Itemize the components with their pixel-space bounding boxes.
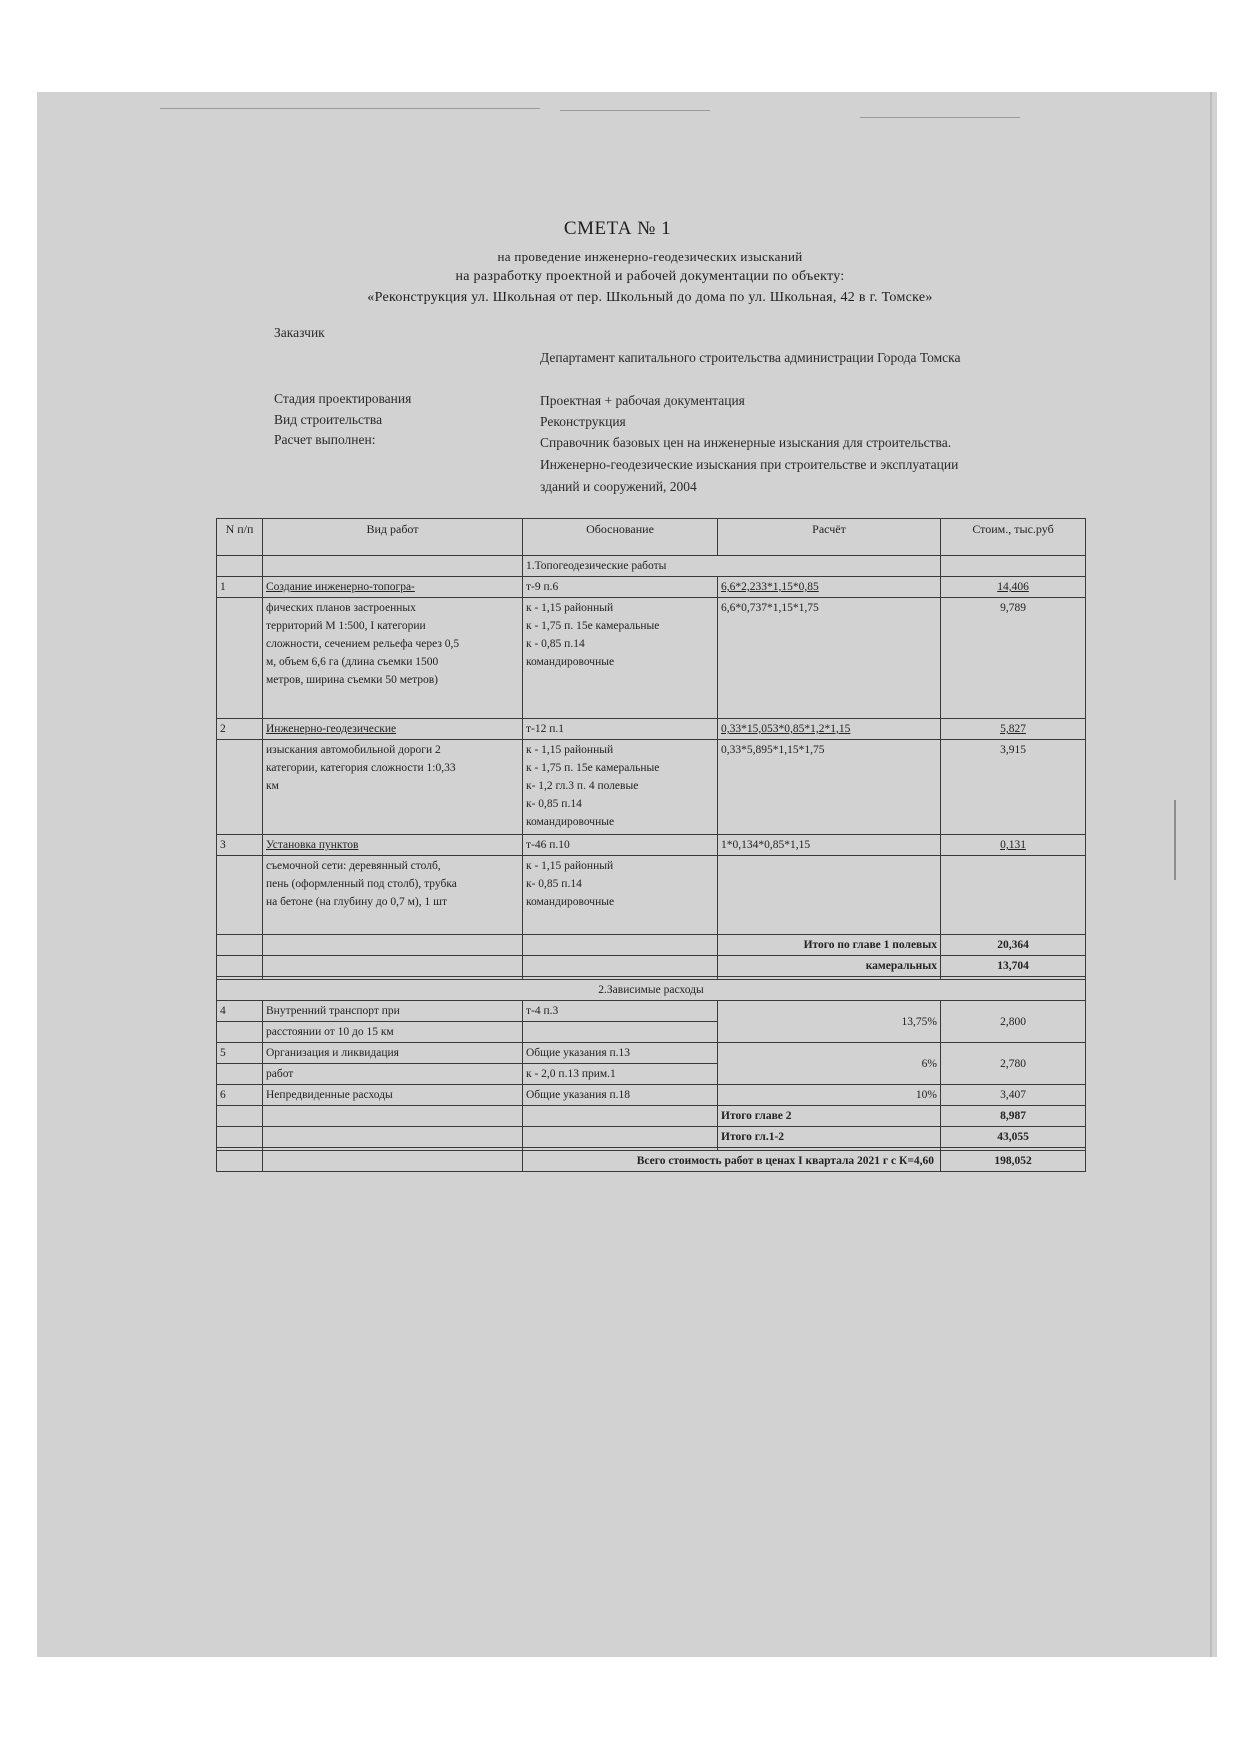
total-label: камеральных bbox=[718, 956, 941, 977]
cost: 2,800 bbox=[941, 1001, 1086, 1043]
header-basis: Обоснование bbox=[523, 519, 718, 556]
total-value: 13,704 bbox=[941, 956, 1086, 977]
table-header-row bbox=[217, 519, 1086, 556]
table-row bbox=[217, 1043, 1086, 1064]
section-row bbox=[217, 556, 1086, 577]
construction-value: Реконструкция bbox=[540, 414, 626, 429]
basis: к - 2,0 п.13 прим.1 bbox=[523, 1064, 718, 1085]
total-label: Итого по главе 1 полевых bbox=[718, 935, 941, 956]
scan-artifact-line bbox=[560, 110, 710, 111]
basis: Общие указания п.13 bbox=[523, 1043, 718, 1064]
basis: Общие указания п.18 bbox=[523, 1085, 718, 1106]
work-description: работ bbox=[263, 1064, 523, 1085]
cost: 5,827 bbox=[941, 719, 1086, 740]
section-title: 1.Топогеодезические работы bbox=[523, 556, 941, 577]
calc: 6,6*2,233*1,15*0,85 bbox=[718, 577, 941, 598]
cost: 14,406 bbox=[941, 577, 1086, 598]
basis: т-46 п.10 bbox=[523, 835, 718, 856]
total-value: 20,364 bbox=[941, 935, 1086, 956]
table-row bbox=[217, 719, 1086, 740]
document-subtitle: на проведение инженерно-геодезических изысканий bbox=[497, 249, 803, 264]
calc: 0,33*5,895*1,15*1,75 bbox=[718, 740, 941, 835]
row-num: 2 bbox=[217, 719, 263, 740]
grand-total-value: 198,052 bbox=[994, 1155, 1032, 1167]
table-row bbox=[217, 1085, 1086, 1106]
row-num: 5 bbox=[217, 1043, 263, 1064]
percent: 13,75% bbox=[718, 1001, 941, 1043]
basis-description: к - 1,15 районный к- 0,85 п.14 командировочные bbox=[523, 856, 718, 935]
work-description: изыскания автомобильной дороги 2 категории, категория сложности 1:0,33 км bbox=[263, 740, 523, 835]
grand-total-row bbox=[217, 1151, 1086, 1172]
estimate-table bbox=[216, 518, 1086, 1172]
total-row bbox=[217, 956, 1086, 977]
basis: т-4 п.3 bbox=[523, 1001, 718, 1022]
header-work: Вид работ bbox=[263, 519, 523, 556]
work-title: Инженерно-геодезические bbox=[263, 719, 523, 740]
work-description: фических планов застроенных территорий М 1:500, I категории сложности, сечением рельефа через 0,5 м, объем 6,6 га (длина съемки 1500 метров, ширина съемки 50 метров) bbox=[263, 598, 523, 719]
work-title: Организация и ликвидация bbox=[263, 1043, 523, 1064]
table-row bbox=[217, 856, 1086, 935]
table-row bbox=[217, 577, 1086, 598]
row-num: 4 bbox=[217, 1001, 263, 1022]
total-row bbox=[217, 1106, 1086, 1127]
document-subtitle: на разработку проектной и рабочей документации по объекту: bbox=[455, 269, 845, 284]
cost: 9,789 bbox=[941, 598, 1086, 719]
calc-value: Справочник базовых цен на инженерные изыскания для строительства. bbox=[540, 435, 952, 450]
calc-label: Расчет выполнен: bbox=[274, 432, 376, 447]
work-description: съемочной сети: деревянный столб, пень (оформленный под столб), трубка на бетоне (на глубину до 0,7 м), 1 шт bbox=[263, 856, 523, 935]
calc: 0,33*15,053*0,85*1,2*1,15 bbox=[718, 719, 941, 740]
section-row bbox=[217, 980, 1086, 1001]
header-cost: Стоим., тыс.руб bbox=[941, 519, 1086, 556]
scan-artifact-mark bbox=[1174, 800, 1176, 880]
section-title: 2.Зависимые расходы bbox=[217, 980, 1086, 1001]
grand-total-label: Всего стоимость работ в ценах I квартала 2021 г с К=4,60 bbox=[523, 1151, 941, 1171]
total-label: Итого гл.1-2 bbox=[718, 1127, 941, 1148]
page-edge bbox=[1210, 92, 1212, 1657]
table-row bbox=[217, 835, 1086, 856]
basis-description: к - 1,15 районный к - 1,75 п. 15е камеральные к - 0,85 п.14 командировочные bbox=[523, 598, 718, 719]
total-value: 8,987 bbox=[941, 1106, 1086, 1127]
calc: 6,6*0,737*1,15*1,75 bbox=[718, 598, 941, 719]
row-num: 3 bbox=[217, 835, 263, 856]
table-row bbox=[217, 1001, 1086, 1022]
basis-description: к - 1,15 районный к - 1,75 п. 15е камеральные к- 1,2 гл.3 п. 4 полевые к- 0,85 п.14 командировочные bbox=[523, 740, 718, 835]
stage-label: Стадия проектирования bbox=[274, 391, 412, 406]
table-row bbox=[217, 598, 1086, 719]
percent: 10% bbox=[718, 1085, 941, 1106]
calc-value: зданий и сооружений, 2004 bbox=[540, 479, 697, 494]
construction-label: Вид строительства bbox=[274, 412, 383, 427]
cost: 3,915 bbox=[941, 740, 1086, 835]
total-label: Итого главе 2 bbox=[718, 1106, 941, 1127]
table-row bbox=[217, 740, 1086, 835]
work-title: Установка пунктов bbox=[263, 835, 523, 856]
work-description: расстоянии от 10 до 15 км bbox=[263, 1022, 523, 1043]
basis: т-12 п.1 bbox=[523, 719, 718, 740]
customer-label: Заказчик bbox=[274, 325, 325, 340]
row-num: 1 bbox=[217, 577, 263, 598]
calc-value: Инженерно-геодезические изыскания при строительстве и эксплуатации bbox=[540, 457, 959, 472]
total-value: 43,055 bbox=[941, 1127, 1086, 1148]
cost: 2,780 bbox=[941, 1043, 1086, 1085]
calc: 1*0,134*0,85*1,15 bbox=[718, 835, 941, 856]
total-row bbox=[217, 935, 1086, 956]
scan-artifact-line bbox=[860, 117, 1020, 118]
document-title: СМЕТА № 1 bbox=[563, 218, 672, 239]
cost: 0,131 bbox=[941, 835, 1086, 856]
cost: 3,407 bbox=[941, 1085, 1086, 1106]
work-title: Непредвиденные расходы bbox=[263, 1085, 523, 1106]
work-title: Создание инженерно-топогра- bbox=[263, 577, 523, 598]
percent: 6% bbox=[718, 1043, 941, 1085]
stage-value: Проектная + рабочая документация bbox=[540, 393, 745, 408]
customer-value: Департамент капитального строительства администрации Города Томска bbox=[540, 350, 961, 365]
basis: т-9 п.6 bbox=[523, 577, 718, 598]
header-calc: Расчёт bbox=[718, 519, 941, 556]
scan-artifact-line bbox=[160, 108, 540, 109]
row-num: 6 bbox=[217, 1085, 263, 1106]
total-row bbox=[217, 1127, 1086, 1148]
work-title: Внутренний транспорт при bbox=[263, 1001, 523, 1022]
header-num: N п/п bbox=[217, 519, 263, 556]
document-object: «Реконструкция ул. Школьная от пер. Школьный до дома по ул. Школьная, 42 в г. Томске» bbox=[367, 290, 933, 305]
